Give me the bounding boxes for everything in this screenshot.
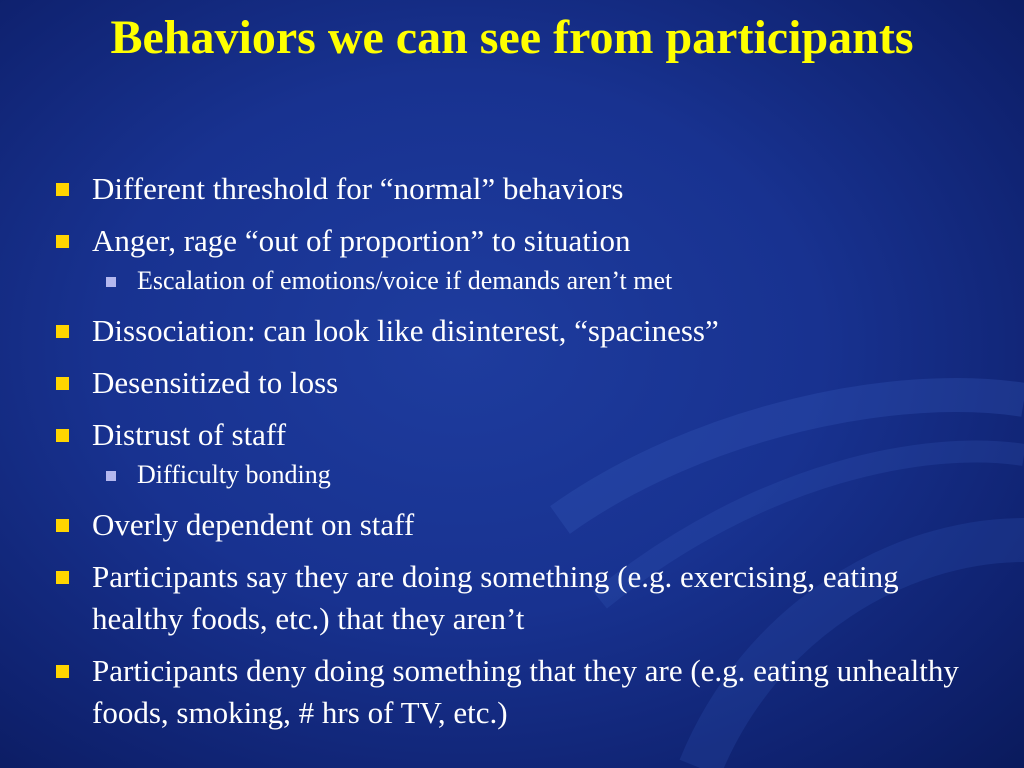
bullet-text: Overly dependent on staff [92, 507, 415, 542]
bullet-text: Dissociation: can look like disinterest, “spaciness” [92, 313, 719, 348]
slide-title: Behaviors we can see from participants [110, 11, 914, 64]
sub-bullet-item [50, 264, 990, 298]
square-bullet-icon [56, 665, 69, 678]
square-bullet-icon [56, 571, 69, 584]
bullet-item [50, 220, 990, 262]
bullet-item [50, 362, 990, 404]
bullet-item [50, 168, 990, 210]
bullet-item [50, 556, 990, 640]
bullet-text: Participants deny doing something that they are (e.g. eating unhealthy foods, smoking, # hrs of TV, etc.) [92, 653, 959, 730]
square-bullet-icon [56, 235, 69, 248]
bullet-item [50, 310, 990, 352]
square-bullet-icon [56, 183, 69, 196]
sub-bullet-text: Difficulty bonding [137, 460, 331, 489]
square-bullet-icon [56, 519, 69, 532]
square-bullet-icon [56, 325, 69, 338]
square-bullet-icon [56, 377, 69, 390]
bullet-list [50, 168, 990, 744]
bullet-text: Participants say they are doing something (e.g. exercising, eating healthy foods, etc.) that they aren’t [92, 559, 899, 636]
bullet-text: Different threshold for “normal” behaviors [92, 171, 624, 206]
sub-bullet-text: Escalation of emotions/voice if demands aren’t met [137, 266, 673, 295]
square-sub-bullet-icon [106, 277, 116, 287]
bullet-item [50, 504, 990, 546]
bullet-text: Desensitized to loss [92, 365, 339, 400]
sub-bullet-item [50, 458, 990, 492]
bullet-item [50, 414, 990, 456]
square-sub-bullet-icon [106, 471, 116, 481]
bullet-text: Distrust of staff [92, 417, 287, 452]
square-bullet-icon [56, 429, 69, 442]
bullet-item [50, 650, 990, 734]
bullet-text: Anger, rage “out of proportion” to situation [92, 223, 631, 258]
